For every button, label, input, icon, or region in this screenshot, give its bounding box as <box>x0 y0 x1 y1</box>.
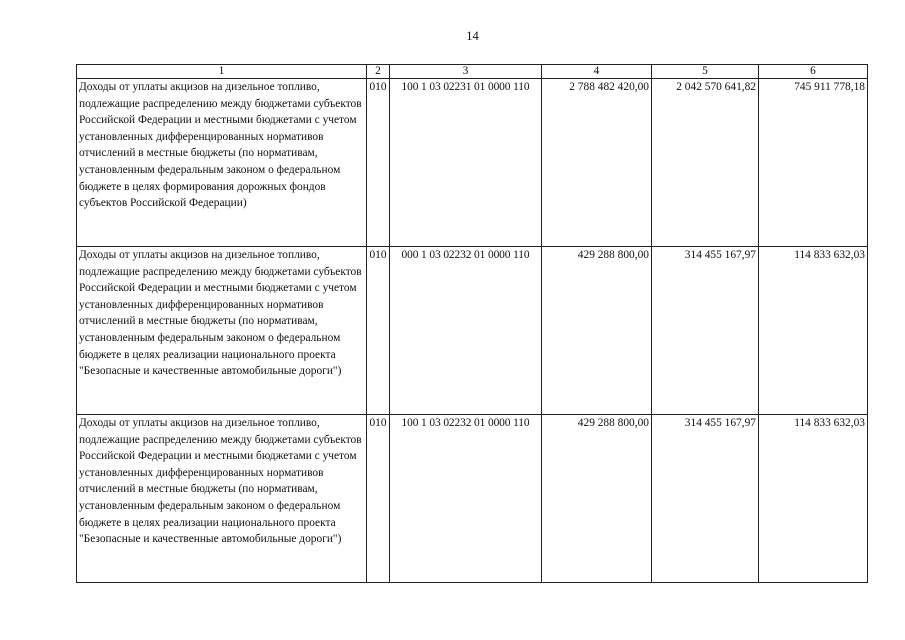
row-description: Доходы от уплаты акцизов на дизельное топливо, подлежащие распределению между бюджетами субъектов Российской Федерации и местными бюджетами с учетом установленных дифференцированных нормативов отчислений в местные бюджеты (по нормативам, установленным федеральным законом о федеральном бюджете в целях реализации национального проекта "Безопасные и качественные автомобильные дороги") <box>77 247 367 415</box>
budget-table <box>76 64 868 583</box>
row-description: Доходы от уплаты акцизов на дизельное топливо, подлежащие распределению между бюджетами субъектов Российской Федерации и местными бюджетами с учетом установленных дифференцированных нормативов отчислений в местные бюджеты (по нормативам, установленным федеральным законом о федеральном бюджете в целях реализации национального проекта "Безопасные и качественные автомобильные дороги") <box>77 415 367 583</box>
row-budget-classification-code: 100 1 03 02231 01 0000 110 <box>390 79 542 247</box>
table-row <box>77 415 868 583</box>
table-row <box>77 79 868 247</box>
row-budget-classification-code: 000 1 03 02232 01 0000 110 <box>390 247 542 415</box>
row-value-col4: 429 288 800,00 <box>542 247 652 415</box>
row-value-col6: 745 911 778,18 <box>759 79 868 247</box>
row-admin-code: 010 <box>367 247 390 415</box>
table-row <box>77 247 868 415</box>
row-description: Доходы от уплаты акцизов на дизельное топливо, подлежащие распределению между бюджетами субъектов Российской Федерации и местными бюджетами с учетом установленных дифференцированных нормативов отчислений в местные бюджеты (по нормативам, установленным федеральным законом о федеральном бюджете в целях формирования дорожных фондов субъектов Российской Федерации) <box>77 79 367 247</box>
column-header-2: 2 <box>367 65 390 79</box>
column-header-3: 3 <box>390 65 542 79</box>
row-value-col5: 314 455 167,97 <box>652 247 759 415</box>
row-admin-code: 010 <box>367 79 390 247</box>
column-header-4: 4 <box>542 65 652 79</box>
column-header-1: 1 <box>77 65 367 79</box>
row-value-col4: 429 288 800,00 <box>542 415 652 583</box>
column-header-6: 6 <box>759 65 868 79</box>
row-value-col6: 114 833 632,03 <box>759 415 868 583</box>
row-value-col6: 114 833 632,03 <box>759 247 868 415</box>
page-number: 14 <box>466 29 479 43</box>
row-value-col4: 2 788 482 420,00 <box>542 79 652 247</box>
row-budget-classification-code: 100 1 03 02232 01 0000 110 <box>390 415 542 583</box>
row-value-col5: 2 042 570 641,82 <box>652 79 759 247</box>
row-value-col5: 314 455 167,97 <box>652 415 759 583</box>
table-header-row <box>77 65 868 79</box>
row-admin-code: 010 <box>367 415 390 583</box>
column-header-5: 5 <box>652 65 759 79</box>
